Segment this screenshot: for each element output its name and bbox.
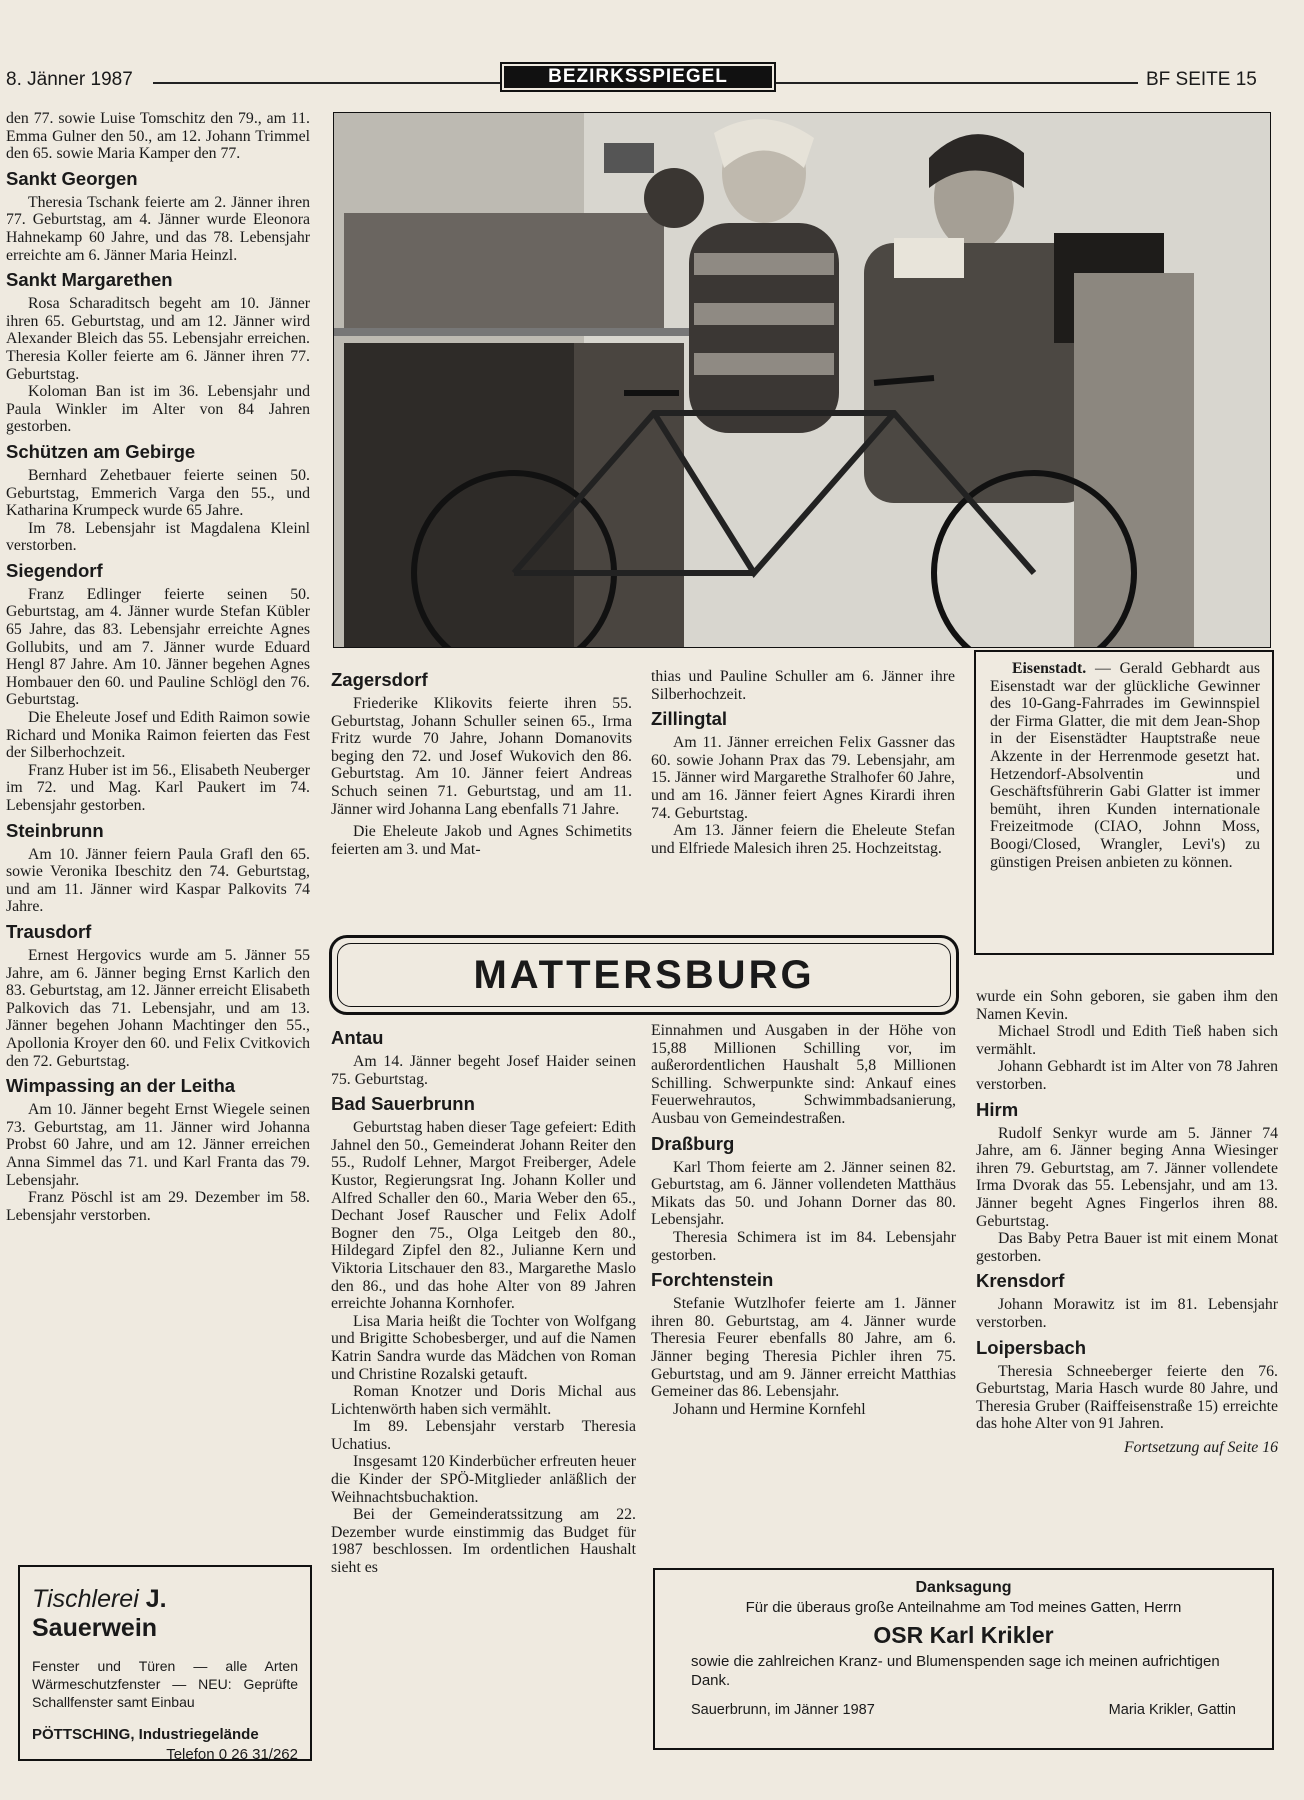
section-paragraph: Roman Knotzer und Doris Michal aus Lichtenwörth haben sich vermählt. (331, 1383, 636, 1418)
tischlerei-ad (18, 1565, 312, 1761)
danksagung-line1: Für die überaus große Anteilnahme am Tod meines Gatten, Herrn (745, 1599, 1182, 1616)
section-paragraph: Am 10. Jänner begeht Ernst Wiegele seinen 73. Geburtstag, am 11. Jänner wird Johanna Probst 60 Jahre, und am 12. Jänner erreichen Anna Simmel das 71. und Karl Franta das 79. Lebensjahr. (6, 1101, 310, 1189)
danksagung-ad (653, 1568, 1274, 1750)
danksagung-signature: Maria Krikler, Gattin (1108, 1702, 1236, 1718)
tischlerei-desc: Fenster und Türen — alle Arten Wärmeschutzfenster — NEU: Geprüfte Schallfenster samt Einbau (32, 1658, 298, 1710)
mattersburg-masthead (329, 935, 959, 1015)
section-paragraph: Rudolf Senkyr wurde am 5. Jänner 74 Jahre, am 6. Jänner beging Anna Wiesinger ihren 79. Geburtstag, am 7. Jänner vollendete Irma Dvorak das 55. Lebensjahr, und am 13. Jänner begeht Agnes Fingerlos ihren 88. Geburtstag. (976, 1124, 1278, 1230)
section-paragraph: Bernhard Zehetbauer feierte seinen 50. Geburtstag, Emmerich Varga den 55., und Katharina Krumpeck wurde 65 Jahre. (6, 466, 310, 520)
danksagung-name: OSR Karl Krikler (873, 1622, 1054, 1648)
section-heading: Sankt Georgen (6, 167, 138, 189)
section-paragraph: Stefanie Wutzlhofer feierte am 1. Jänner ihren 80. Geburtstag, am 4. Jänner wurde Theresia Feurer ebenfalls 80 Jahre, am 6. Jänner beging Theresia Pichler ihren 75. Geburtstag, und am 9. Jänner erreicht Matthias Gemeiner das 86. Lebensjahr. (651, 1295, 956, 1401)
danksagung-place: Sauerbrunn, im Jänner 1987 (691, 1702, 875, 1718)
mcol3-sections (976, 1100, 1278, 1433)
mcol2-sections (651, 1134, 956, 1419)
zillingtal-p2: Am 13. Jänner feiern die Eheleute Stefan und Elfriede Malesich ihren 25. Hochzeitstag. (651, 822, 955, 857)
section-paragraph: Am 10. Jänner feiern Paula Grafl den 65. sowie Veronika Ibeschitz den 74. Geburtstag, und am 11. Jänner wird Kaspar Palkovits 74 Jahre. (6, 845, 310, 916)
zagersdorf-column (331, 670, 632, 858)
section-heading: Krensdorf (976, 1270, 1065, 1292)
section-heading: Trausdorf (6, 920, 92, 942)
photo-illustration (334, 113, 1270, 647)
caption-place: Eisenstadt. (1012, 660, 1087, 677)
section-heading: Loipersbach (976, 1336, 1086, 1358)
zillingtal-column (651, 668, 955, 857)
section-paragraph: Johann und Hermine Kornfehl (673, 1400, 866, 1418)
section-label (500, 62, 776, 92)
section-heading: Draßburg (651, 1132, 735, 1154)
section-paragraph: Franz Pöschl ist am 29. Dezember im 58. Lebensjahr verstorben. (6, 1189, 310, 1224)
section-paragraph: Geburtstag haben dieser Tage gefeiert: Edith Jahnel den 50., Gemeinderat Johann Reiter den 55., Rudolf Lehner, Margot Freiberger, Adele Kustor, Regierungsrat Ing. Johann Koller und Alfred Schaller den 60., Maria Weber den 65., Dechant Josef Rauscher und Felix Adolf Bogner den 75., Olga Leitgeb den 80., Hildegard Zipfel den 82., Julianne Kern und Viktoria Litschauer den 83., Margarethe Maslo den 86., und das hohe Alter von 89 Jahren erreichte Johanna Kornhofer. (331, 1119, 636, 1313)
mcol3-intro: wurde ein Sohn geboren, sie gaben ihm den Namen Kevin. (976, 988, 1278, 1023)
tischlerei-address: PÖTTSCHING, Industriegelände (32, 1726, 259, 1743)
zillingtal-p1: Am 11. Jänner erreichen Felix Gassner das 60. sowie Johann Prax das 79. Lebensjahr, am 15. Jänner wird Margarethe Stralhofer 60 Jahre, und am 16. Jänner feiert Agnes Kirardi ihren 74. Geburtstag. (651, 734, 955, 822)
issue-date: 8. Jänner 1987 (6, 69, 133, 90)
bicycle-shop-photo (333, 112, 1271, 648)
zagersdorf-p2: Die Eheleute Jakob und Agnes Schimetits feierten am 3. und Mat- (331, 823, 632, 858)
zillingtal-intro: thias und Pauline Schuller am 6. Jänner ihre Silberhochzeit. (651, 668, 955, 703)
section-heading: Sankt Margarethen (6, 269, 173, 291)
danksagung-footer (691, 1702, 1236, 1718)
section-paragraph: Am 14. Jänner begeht Josef Haider seinen 75. Geburtstag. (331, 1053, 636, 1088)
section-paragraph: Ernest Hergovics wurde am 5. Jänner 55 Jahre, am 6. Jänner beging Ernst Karlich den 83. Geburtstag, am 12. Jänner erreicht Elisabeth Palkovich das 71. Lebensjahr, und am 13. Jänner begehen Johann Machtinger den 55., Apollonia Kroyer den 60. und Felix Cvitkovich den 72. Geburtstag. (6, 946, 310, 1070)
tischlerei-italic: Tischlerei (32, 1585, 139, 1613)
zagersdorf-p1: Friederike Klikovits feierte ihren 55. Geburtstag, Johann Schuller seinen 65., Irma Fritz wurde 70 Jahre, Johann Domanovits beging den 72. und Josef Wukovich den 86. Geburtstag. Am 10. Jänner feiert Andreas Schuch seinen 71. Geburtstag, und am 11. Jänner wird Johanna Lang ebenfalls 71 Jahre. (331, 695, 632, 818)
mcol2-intro: Einnahmen und Ausgaben in der Höhe von 15,88 Millionen Schilling vor, im außerordentlichen Haushalt 5,8 Millionen Schilling. Schwerpunkte sind: Ankauf eines Feuerwehrautos, Schwimmbadsanierung, Ausbau von Gemeindestraßen. (651, 1022, 956, 1127)
section-paragraph: Im 89. Lebensjahr verstarb Theresia Uchatius. (331, 1418, 636, 1453)
tischlerei-phone: Telefon 0 26 31/262 (166, 1746, 298, 1763)
caption-text (990, 660, 1260, 871)
mcol1-sections (331, 1028, 636, 1577)
mcol3-intro2: Michael Strodl und Edith Tieß haben sich vermählt. (976, 1023, 1278, 1058)
section-heading: Siegendorf (6, 559, 103, 581)
section-paragraph: Theresia Schimera ist im 84. Lebensjahr gestorben. (651, 1228, 956, 1264)
section-paragraph: Theresia Schneeberger feierte den 76. Geburtstag, Maria Hasch wurde 80 Jahre, und Theresia Gruber (Raiffeisenstraße 15) erreichte das hohe Alter von 91 Jahren. (976, 1362, 1278, 1433)
col1-sections (6, 169, 310, 1225)
tischlerei-name (32, 1585, 298, 1643)
mattersburg-col2 (651, 1022, 956, 1418)
col1-intro: den 77. sowie Luise Tomschitz den 79., am 11. Emma Gulner den 50., am 12. Johann Trimmel den 65. sowie Maria Kamper den 77. (6, 110, 310, 163)
section-paragraph: Karl Thom feierte am 2. Jänner seinen 82. Geburtstag, am 6. Jänner vollendeten Matthäus Mikats das 50. und Johann Dorner das 80. Lebensjahr. (651, 1158, 956, 1229)
zagersdorf-heading: Zagersdorf (331, 669, 428, 690)
section-paragraph: Im 78. Lebensjahr ist Magdalena Kleinl verstorben. (6, 519, 310, 555)
continued-note: Fortsetzung auf Seite 16 (1123, 1438, 1278, 1456)
page-number: BF SEITE 15 (1146, 69, 1257, 90)
header-rule-right (776, 82, 1138, 84)
section-paragraph: Franz Huber ist im 56., Elisabeth Neuberger im 72. und Mag. Karl Paukert im 74. Lebensjahr gestorben. (6, 761, 310, 814)
section-paragraph: Johann Morawitz ist im 81. Lebensjahr verstorben. (976, 1296, 1278, 1331)
masthead-title: MATTERSBURG (337, 943, 951, 1007)
photo-caption (990, 660, 1260, 871)
section-heading: Schützen am Gebirge (6, 440, 196, 462)
section-heading: Hirm (976, 1098, 1019, 1120)
section-paragraph: Lisa Maria heißt die Tochter von Wolfgang und Brigitte Schobesberger, und auf die Namen Katrin Sandra wurde das Mädchen von Roman und Christine Rozalski getauft. (331, 1312, 636, 1383)
section-paragraph: Bei der Gemeinderatssitzung am 22. Dezember wurde einstimmig das Budget für 1987 beschlossen. Im ordentlichen Haushalt sieht es (331, 1506, 636, 1577)
section-label-text: BEZIRKSSPIEGEL (504, 66, 772, 88)
section-paragraph: Rosa Scharaditsch begeht am 10. Jänner ihren 65. Geburtstag, und am 12. Jänner wird Alexander Bleich das 55. Lebensjahr erreichen. Theresia Koller feierte am 6. Jänner ihren 77. Geburtstag. (6, 295, 310, 383)
header-rule-left (153, 82, 500, 84)
mattersburg-col1 (331, 1022, 636, 1577)
section-paragraph: Koloman Ban ist im 36. Lebensjahr und Paula Winkler im Alter von 84 Jahren gestorben. (6, 383, 310, 436)
tischlerei-bold: J. Sauerwein (32, 1585, 167, 1642)
section-heading: Wimpassing an der Leitha (6, 1075, 236, 1097)
section-paragraph: Das Baby Petra Bauer ist mit einem Monat gestorben. (976, 1230, 1278, 1265)
section-heading: Antau (331, 1027, 384, 1048)
left-column (6, 110, 310, 1224)
section-heading: Forchtenstein (651, 1269, 774, 1291)
section-paragraph: Theresia Tschank feierte am 2. Jänner ihren 77. Geburtstag, am 4. Jänner wurde Eleonora Hahnekamp 60 Jahre, und das 78. Lebensjahr erreichte am 6. Jänner Maria Heinzl. (6, 193, 310, 264)
mattersburg-col3 (976, 988, 1278, 1456)
section-paragraph: Die Eheleute Josef und Edith Raimon sowie Richard und Monika Raimon feierten das Fest der Silberhochzeit. (6, 709, 310, 762)
section-paragraph: Insgesamt 120 Kinderbücher erfreuten heuer die Kinder der SPÖ-Mitglieder anläßlich der Weihnachtsbuchaktion. (331, 1453, 636, 1506)
mcol3-intro3: Johann Gebhardt ist im Alter von 78 Jahren verstorben. (976, 1058, 1278, 1093)
danksagung-line2: sowie die zahlreichen Kranz- und Blumenspenden sage ich meinen aufrichtigen Dank. (691, 1653, 1220, 1689)
photo-caption-box (974, 650, 1274, 955)
section-heading: Bad Sauerbrunn (331, 1093, 475, 1115)
section-paragraph: Franz Edlinger feierte seinen 50. Geburtstag, am 4. Jänner wurde Stefan Kübler 65 Jahre, das 83. Lebensjahr erreichte Agnes Gollubits, und am 7. Jänner wurde Eduard Hengl 87 Jahre. Am 10. Jänner begehen Agnes Hombauer den 60. und Pauline Schlögl den 76. Geburtstag. (6, 585, 310, 709)
section-heading: Steinbrunn (6, 819, 104, 841)
zillingtal-heading: Zillingtal (651, 708, 728, 730)
caption-body: — Gerald Gebhardt aus Eisenstadt war der glückliche Gewinner des 10-Gang-Fahrrades im Gewinnspiel der Firma Glatter, die mit dem Jean-Shop in der Eisenstädter Hauptstraße neue Akzente in der Herrenmode gesetzt hat. Hetzendorf-Absolventin und Geschäftsführerin Gabi Glatter ist immer bemüht, ihren Kunden internationale Freizeitmode (CIAO, Johnn Moss, Boogi/Closed, Wrangler, Levi's) zu günstigen Preisen anbieten zu können. (990, 660, 1260, 871)
danksagung-title: Danksagung (915, 1579, 1012, 1596)
